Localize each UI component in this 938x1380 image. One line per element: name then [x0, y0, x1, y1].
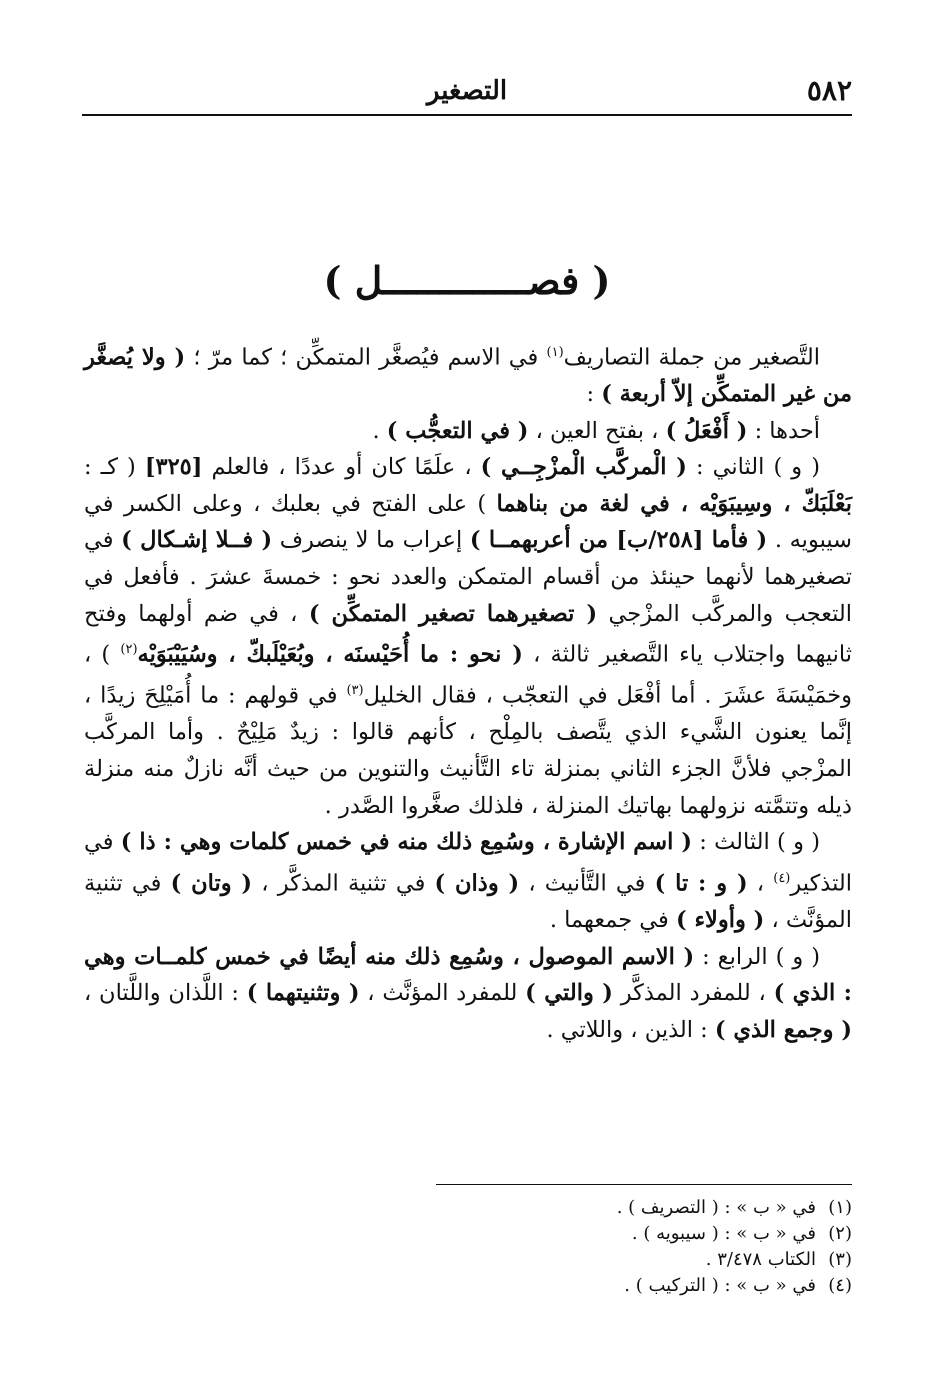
footnote-number: (٣): [828, 1249, 852, 1270]
sharh-text: ) ، وخمَيْسَةَ عشَرَ . أما أفْعَل في التعجّب ، فقال الخليل: [84, 641, 852, 709]
sharh-text: للمفرد المؤنَّث ،: [359, 980, 526, 1007]
sharh-text: ( و ) الثالث :: [691, 829, 820, 856]
matn-text: ( اسم الإشارة ، وسُمِع ذلك منه في خمس كلمات وهي : ذا ): [120, 829, 692, 856]
sharh-text: .: [372, 417, 387, 444]
sharh-text: في التذكير: [84, 829, 852, 897]
paragraph: [84, 939, 852, 1049]
footnote-ref: (١): [546, 345, 564, 360]
footnote-number: (٤): [828, 1275, 852, 1296]
matn-text: ( الْمركَّب الْمزْجِــي ): [480, 454, 687, 481]
sharh-text: ( و ) الرابع :: [694, 943, 820, 970]
matn-text: ( وتان ): [170, 870, 253, 897]
matn-text: ( الاسم الموصول ، وسُمِع ذلك منه أيضًا في خمس كلمــات وهي : الذي ): [84, 943, 852, 1007]
matn-text: ( فأما [٢٥٨/ب] من أعربهمــا ): [469, 527, 768, 554]
main-text: [84, 335, 852, 1048]
sharh-text: ، علَمًا كان أو عددًا ، فالعلم: [202, 454, 481, 481]
sharh-text: في قولهم : ما أُمَيْلِحَ زيدًا ، إنَّما يعنون الشَّيء الذي يتَّصف بالمِلْح ، كأنهم قالوا : زيدٌ مَلِيْحٌ . وأما المركَّب المزْجي فلأنَّ الجزء الثاني بمنزلة تاء التَّأنيث والتنوين من حيث أنَّه نازلٌ منه منزلة ذيله وتتمَّته نزولهما بهاتيك المنزلة ، فلذلك صغَّروا الصَّدر .: [84, 682, 852, 819]
matn-text: ( فــلا إشـكال ): [121, 527, 273, 554]
page-number: ٥٨٢: [806, 74, 852, 107]
matn-text: ( وذان ): [434, 870, 520, 897]
paragraph: [84, 824, 852, 938]
sharh-text: في تثنية المذكَّر ،: [252, 870, 435, 897]
footnote-separator: [436, 1184, 852, 1185]
running-head: [82, 74, 852, 116]
sharh-text: ،: [747, 870, 774, 897]
footnote-number: (٢): [828, 1223, 852, 1244]
matn-text: ( وجمع الذي ): [714, 1016, 852, 1043]
paragraph: [84, 335, 852, 413]
matn-text: ( أَفْعَلُ ): [665, 417, 748, 444]
sharh-text: ، في ضم أولهما وفتح ثانيهما واجتلاب ياء التَّصغير ثالثة ،: [84, 600, 852, 668]
sharh-text: أحدها :: [747, 417, 820, 444]
footnote-text: في « ب » : ( سيبويه ) .: [631, 1223, 816, 1244]
matn-text: ( والتي ): [525, 980, 613, 1007]
sharh-text: في جمعهما .: [549, 906, 676, 933]
sharh-text: التَّصغير من جملة التصاريف: [563, 344, 820, 371]
footnote-ref: (٢): [120, 642, 138, 658]
footnote-text: في « ب » : ( التصريف ) .: [616, 1197, 816, 1218]
sharh-text: : اللَّذان واللَّتان ،: [84, 980, 247, 1007]
sharh-text: ، للمفرد المذكَّر: [612, 980, 774, 1007]
footnote-item: [92, 1247, 852, 1273]
matn-text: ( وتثنيتهما ): [246, 980, 360, 1007]
footnote-text: الكتاب ٣/٤٧٨ .: [705, 1249, 816, 1270]
footnote-item: [92, 1273, 852, 1299]
matn-text: [٣٢٥]: [144, 454, 203, 481]
sharh-text: إعراب ما لا ينصرف: [272, 527, 470, 554]
footnote-ref: (٣): [346, 683, 364, 699]
matn-text: ( في التعجُّب ): [386, 417, 529, 444]
matn-text: ( تصغيرهما تصغير المتمكِّن ): [308, 600, 598, 627]
footnote-item: [92, 1221, 852, 1247]
sharh-text: :: [586, 381, 602, 408]
matn-text: ( و : تا ): [654, 870, 748, 897]
paragraph: [84, 449, 852, 824]
matn-text: ( ولا يُصغَّر من غير المتمكِّن إلاّ أربعة ): [84, 344, 852, 408]
sharh-text: ( كـ :: [84, 454, 145, 481]
sharh-text: في تصغيرهما لأنهما حينئذ من أقسام المتمكن والعدد نحو : خمسةَ عشرَ . فأفعل في التعجب والمركَّب المزْجي: [84, 527, 852, 627]
sharh-text: في تثنية المؤنَّث ،: [84, 870, 852, 933]
sharh-text: ) على الفتح في بعلبك ، وعلى الكسر في سيبويه .: [84, 490, 852, 554]
paragraph: [84, 413, 852, 450]
section-title: ( فصـــــــــــــل ): [323, 258, 611, 303]
matn-text: ( نحو : ما أُحَيْسنَه ، وبُعَيْلَبكّ ، وسُيَيْبَوَيْه: [137, 641, 523, 668]
sharh-text: : الذين ، واللاتي .: [546, 1016, 715, 1043]
sharh-text: في التَّأنيث ،: [519, 870, 655, 897]
matn-text: بَعْلَبَكّ ، وسِيبَوَيْه ، في لغة من بناهما: [496, 490, 852, 517]
footnote-item: [92, 1195, 852, 1221]
sharh-text: ( و ) الثاني :: [686, 454, 820, 481]
footnote-text: في « ب » : ( التركيب ) .: [624, 1275, 816, 1296]
chapter-title: التصغير: [426, 76, 508, 106]
matn-text: ( وأولاء ): [675, 906, 765, 933]
footnotes: [92, 1195, 852, 1299]
footnote-number: (١): [828, 1197, 852, 1218]
footnote-ref: (٤): [773, 870, 791, 886]
sharh-text: ، بفتح العين ،: [528, 417, 666, 444]
sharh-text: في الاسم فيُصغَّر المتمكِّن ؛ كما مرّ ؛: [185, 344, 547, 371]
